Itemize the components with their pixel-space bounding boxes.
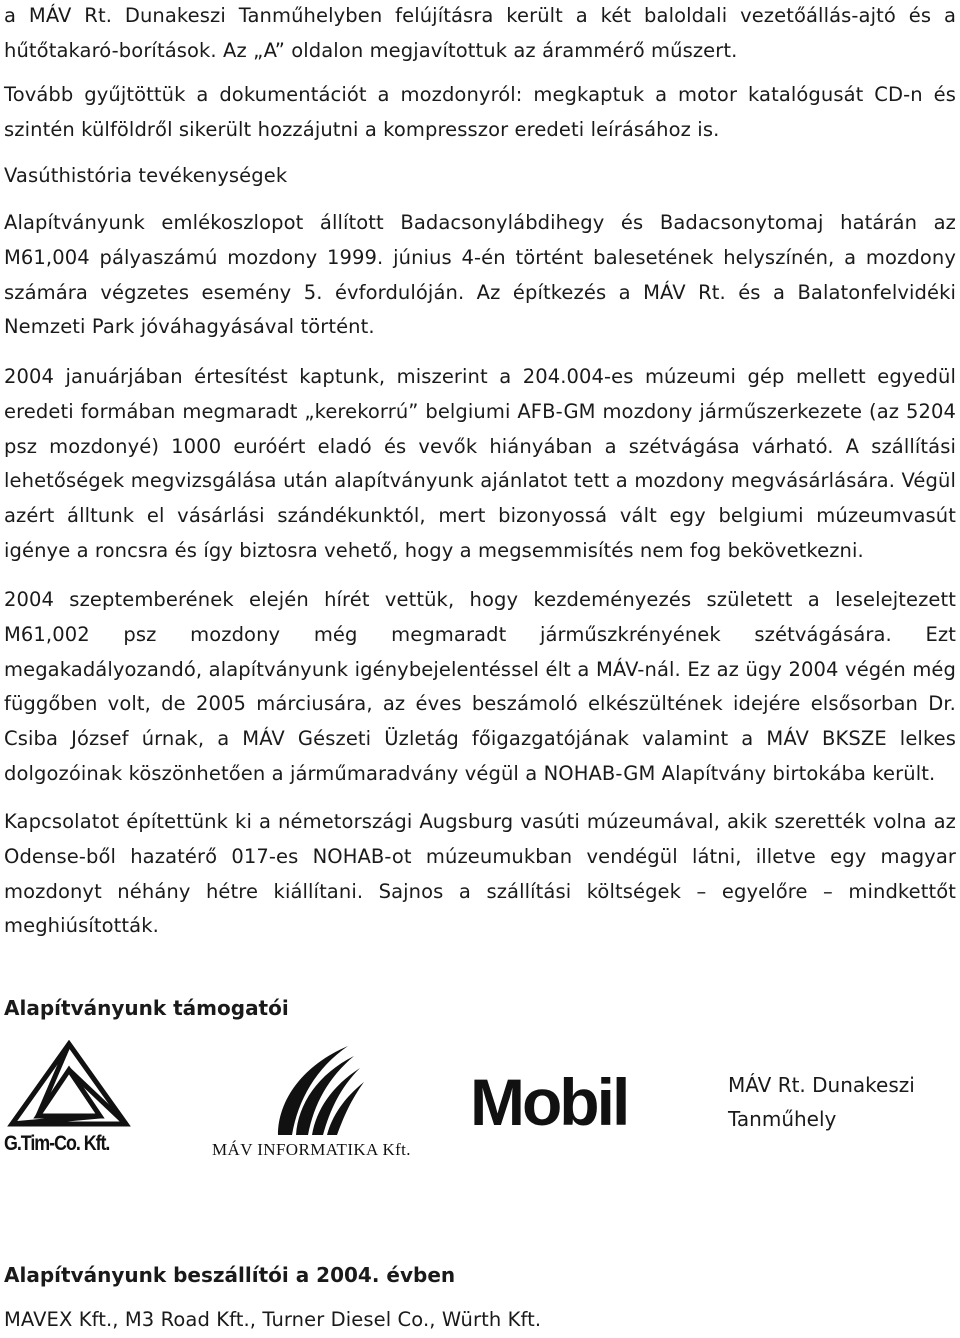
mav-informatika-logo	[208, 1040, 428, 1160]
paragraph-augsburg: Kapcsolatot építettünk ki a németországi Augsburg vasúti múzeumával, akik szerették volna az Odense-ből hazatérő 017-es NOHAB-ot múzeumukban vendégül látni, illetve egy magyar mozdonyt néhány hétre kiállítani. Sajnos a szállítási költségek – egyelőre – mindkettőt meghiúsították.	[4, 810, 956, 938]
mav-dunakeszi-line2: Tanműhely	[728, 1107, 837, 1131]
gtim-logo	[4, 1040, 134, 1160]
suppliers-heading: Alapítványunk beszállítói a 2004. évben	[4, 1263, 456, 1287]
paragraph-repairs: a MÁV Rt. Dunakeszi Tanműhelyben felújításra került a két baloldali vezetőállás-ajtó és a hűtőtakaró-borítások. Az „A” oldalon megjavítottuk az árammérő műszert.	[4, 4, 956, 62]
paragraph-m61-002: 2004 szeptemberének elején hírét vettük, hogy kezdeményezés született a leselejtezett M61,002 psz mozdony még megmaradt járműszkrényének szétvágására. Ezt megakadályozandó, alapítványunk igénybejelentéssel élt a MÁV-nál. Ez az ügy 2004 végén még függőben volt, de 2005 márciusára, az éves beszámoló elkészültének idejére elsősorban Dr. Csiba József úrnak, a MÁV Gészeti Üzletág főigazgatójának valamint a MÁV BKSZE lelkes dolgozóinak köszönhetően a járműmaradvány végül a NOHAB-GM Alapítvány birtokába került.	[4, 588, 956, 785]
gtim-logo-text: G.Tim-Co. Kft.	[4, 1132, 110, 1155]
mav-informatika-swoosh-icon	[208, 1040, 428, 1140]
mobil-logo	[470, 1065, 660, 1140]
paragraph-belgian-locomotive: 2004 januárjában értesítést kaptunk, miszerint a 204.004-es múzeumi gép mellett egyedül eredeti formában megmaradt „kerekorrú” belgiumi AFB-GM mozdony járműszerkezete (az 5204 psz mozdonyé) 1000 euróért eladó és vevők hiányában a szétvágása várható. A szállítási lehetőségek megvizsgálása után alapítványunk ajánlatot tett a mozdony megvásárlására. Végül azért álltunk el vásárlási szándékunktól, mert bizonyossá vált egy belgiumi múzeumvasút igénye a roncsra és így biztosra vehető, hogy a megsemmisítés nem fog bekövetkezni.	[4, 365, 956, 562]
paragraph-documentation: Tovább gyűjtöttük a dokumentációt a mozdonyról: megkaptuk a motor katalógusát CD-n és szintén külföldről sikerült hozzájutni a kompresszor eredeti leírásához is.	[4, 83, 956, 141]
mav-dunakeszi-name	[728, 1068, 948, 1136]
paragraph-memorial: Alapítványunk emlékoszlopot állított Badacsonylábdihegy és Badacsonytomaj határán az M61,004 pályaszámú mozdony 1999. június 4-én történt balesetének helyszínén, a mozdony számára végzetes esemény 5. évfordulóján. Az építkezés a MÁV Rt. és a Balatonfelvidéki Nemzeti Park jóváhagyásával történt.	[4, 211, 956, 339]
supporters-heading: Alapítványunk támogatói	[4, 996, 289, 1020]
supporter-logos	[4, 1040, 956, 1170]
section-title-rail-history: Vasúthistória tevékenységek	[4, 164, 288, 187]
gtim-emblem-icon	[4, 1040, 134, 1130]
mobil-logo-text: Mobil	[470, 1065, 628, 1139]
suppliers-list: MAVEX Kft., M3 Road Kft., Turner Diesel Co., Würth Kft.	[4, 1308, 542, 1331]
mav-informatika-logo-text: MÁV INFORMATIKA Kft.	[212, 1140, 411, 1159]
mav-dunakeszi-line1: MÁV Rt. Dunakeszi	[728, 1073, 915, 1097]
